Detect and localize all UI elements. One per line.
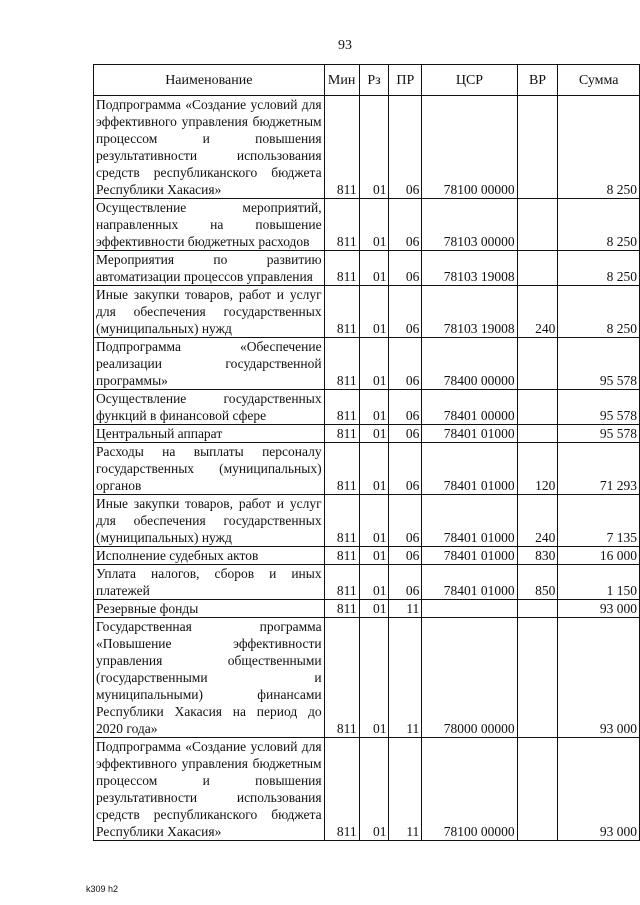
header-sum: Сумма: [558, 65, 640, 96]
cell-csr: 78401 01000: [422, 425, 517, 443]
cell-pr: 11: [389, 618, 422, 738]
cell-min: 811: [324, 96, 359, 199]
cell-pr: 06: [389, 96, 422, 199]
cell-name: Иные закупки товаров, работ и услуг для обеспечения государственных (муниципальных) нужд: [94, 495, 325, 547]
header-vr: ВР: [517, 65, 558, 96]
cell-csr: 78100 00000: [422, 96, 517, 199]
cell-pr: 06: [389, 251, 422, 286]
cell-vr: 240: [517, 495, 558, 547]
cell-name: Расходы на выплаты персоналу государственных (муниципальных) органов: [94, 443, 325, 495]
cell-rz: 01: [359, 96, 389, 199]
table-row: [94, 495, 640, 547]
cell-rz: 01: [359, 547, 389, 565]
cell-pr: 06: [389, 443, 422, 495]
cell-sum: 93 000: [558, 618, 640, 738]
cell-rz: 01: [359, 199, 389, 251]
cell-sum: 95 578: [558, 338, 640, 390]
cell-name: Подпрограмма «Обеспечение реализации государственной программы»: [94, 338, 325, 390]
cell-vr: [517, 390, 558, 425]
cell-csr: 78400 00000: [422, 338, 517, 390]
table-row: [94, 547, 640, 565]
cell-sum: 71 293: [558, 443, 640, 495]
header-pr: ПР: [389, 65, 422, 96]
cell-name: Уплата налогов, сборов и иных платежей: [94, 565, 325, 600]
table-row: [94, 199, 640, 251]
cell-sum: 8 250: [558, 286, 640, 338]
header-rz: Рз: [359, 65, 389, 96]
cell-vr: 830: [517, 547, 558, 565]
cell-pr: 06: [389, 547, 422, 565]
cell-name: Иные закупки товаров, работ и услуг для обеспечения государственных (муниципальных) нужд: [94, 286, 325, 338]
cell-name: Резервные фонды: [94, 600, 325, 618]
cell-vr: [517, 251, 558, 286]
table-row: [94, 738, 640, 841]
cell-rz: 01: [359, 286, 389, 338]
cell-csr: 78401 01000: [422, 495, 517, 547]
budget-table: [93, 64, 640, 841]
table-row: [94, 618, 640, 738]
cell-rz: 01: [359, 600, 389, 618]
header-csr: ЦСР: [422, 65, 517, 96]
cell-rz: 01: [359, 338, 389, 390]
cell-csr: 78103 19008: [422, 251, 517, 286]
table-header-row: [94, 65, 640, 96]
cell-pr: 06: [389, 199, 422, 251]
cell-name: Центральный аппарат: [94, 425, 325, 443]
cell-pr: 06: [389, 338, 422, 390]
cell-sum: 1 150: [558, 565, 640, 600]
cell-min: 811: [324, 251, 359, 286]
cell-csr: 78103 00000: [422, 199, 517, 251]
cell-name: Исполнение судебных актов: [94, 547, 325, 565]
cell-min: 811: [324, 390, 359, 425]
cell-min: 811: [324, 495, 359, 547]
cell-vr: [517, 618, 558, 738]
cell-vr: [517, 738, 558, 841]
cell-vr: 850: [517, 565, 558, 600]
cell-min: 811: [324, 443, 359, 495]
cell-sum: 16 000: [558, 547, 640, 565]
cell-sum: 95 578: [558, 390, 640, 425]
cell-name: Осуществление мероприятий, направленных на повышение эффективности бюджетных расходов: [94, 199, 325, 251]
table-row: [94, 425, 640, 443]
cell-csr: 78401 01000: [422, 565, 517, 600]
cell-csr: 78103 19008: [422, 286, 517, 338]
cell-csr: 78401 01000: [422, 547, 517, 565]
cell-sum: 8 250: [558, 251, 640, 286]
cell-vr: [517, 199, 558, 251]
cell-rz: 01: [359, 565, 389, 600]
footer-code: k309 h2: [86, 884, 119, 894]
table-row: [94, 338, 640, 390]
cell-min: 811: [324, 425, 359, 443]
cell-pr: 06: [389, 495, 422, 547]
cell-pr: 06: [389, 286, 422, 338]
header-min: Мин: [324, 65, 359, 96]
cell-name: Государственная программа «Повышение эффективности управления общественными (государственными и муниципальными) финансами Республики Хакасия на период до 2020 года»: [94, 618, 325, 738]
cell-vr: 240: [517, 286, 558, 338]
cell-rz: 01: [359, 738, 389, 841]
cell-min: 811: [324, 286, 359, 338]
cell-vr: [517, 338, 558, 390]
cell-sum: 7 135: [558, 495, 640, 547]
page-number: 93: [338, 38, 352, 53]
cell-min: 811: [324, 199, 359, 251]
cell-vr: 120: [517, 443, 558, 495]
header-name: Наименование: [94, 65, 325, 96]
cell-sum: 8 250: [558, 199, 640, 251]
cell-sum: 93 000: [558, 600, 640, 618]
cell-min: 811: [324, 565, 359, 600]
table-row: [94, 600, 640, 618]
table-body: [94, 96, 640, 841]
cell-rz: 01: [359, 390, 389, 425]
cell-vr: [517, 600, 558, 618]
cell-csr: [422, 600, 517, 618]
cell-min: 811: [324, 600, 359, 618]
cell-sum: 95 578: [558, 425, 640, 443]
cell-pr: 11: [389, 738, 422, 841]
table-row: [94, 565, 640, 600]
cell-name: Осуществление государственных функций в финансовой сфере: [94, 390, 325, 425]
cell-csr: 78100 00000: [422, 738, 517, 841]
cell-csr: 78401 00000: [422, 390, 517, 425]
cell-pr: 11: [389, 600, 422, 618]
cell-min: 811: [324, 738, 359, 841]
cell-name: Мероприятия по развитию автоматизации процессов управления: [94, 251, 325, 286]
table-row: [94, 286, 640, 338]
cell-csr: 78000 00000: [422, 618, 517, 738]
cell-sum: 8 250: [558, 96, 640, 199]
cell-min: 811: [324, 618, 359, 738]
cell-name: Подпрограмма «Создание условий для эффективного управления бюджетным процессом и повышения результативности использования средств республиканского бюджета Республики Хакасия»: [94, 738, 325, 841]
cell-rz: 01: [359, 618, 389, 738]
table-row: [94, 443, 640, 495]
table-row: [94, 96, 640, 199]
cell-pr: 06: [389, 390, 422, 425]
cell-csr: 78401 01000: [422, 443, 517, 495]
cell-rz: 01: [359, 251, 389, 286]
table-row: [94, 251, 640, 286]
cell-pr: 06: [389, 425, 422, 443]
cell-rz: 01: [359, 495, 389, 547]
cell-rz: 01: [359, 425, 389, 443]
cell-min: 811: [324, 338, 359, 390]
cell-pr: 06: [389, 565, 422, 600]
cell-name: Подпрограмма «Создание условий для эффективного управления бюджетным процессом и повышения результативности использования средств республиканского бюджета Республики Хакасия»: [94, 96, 325, 199]
cell-rz: 01: [359, 443, 389, 495]
table-row: [94, 390, 640, 425]
cell-sum: 93 000: [558, 738, 640, 841]
cell-min: 811: [324, 547, 359, 565]
cell-vr: [517, 96, 558, 199]
cell-vr: [517, 425, 558, 443]
